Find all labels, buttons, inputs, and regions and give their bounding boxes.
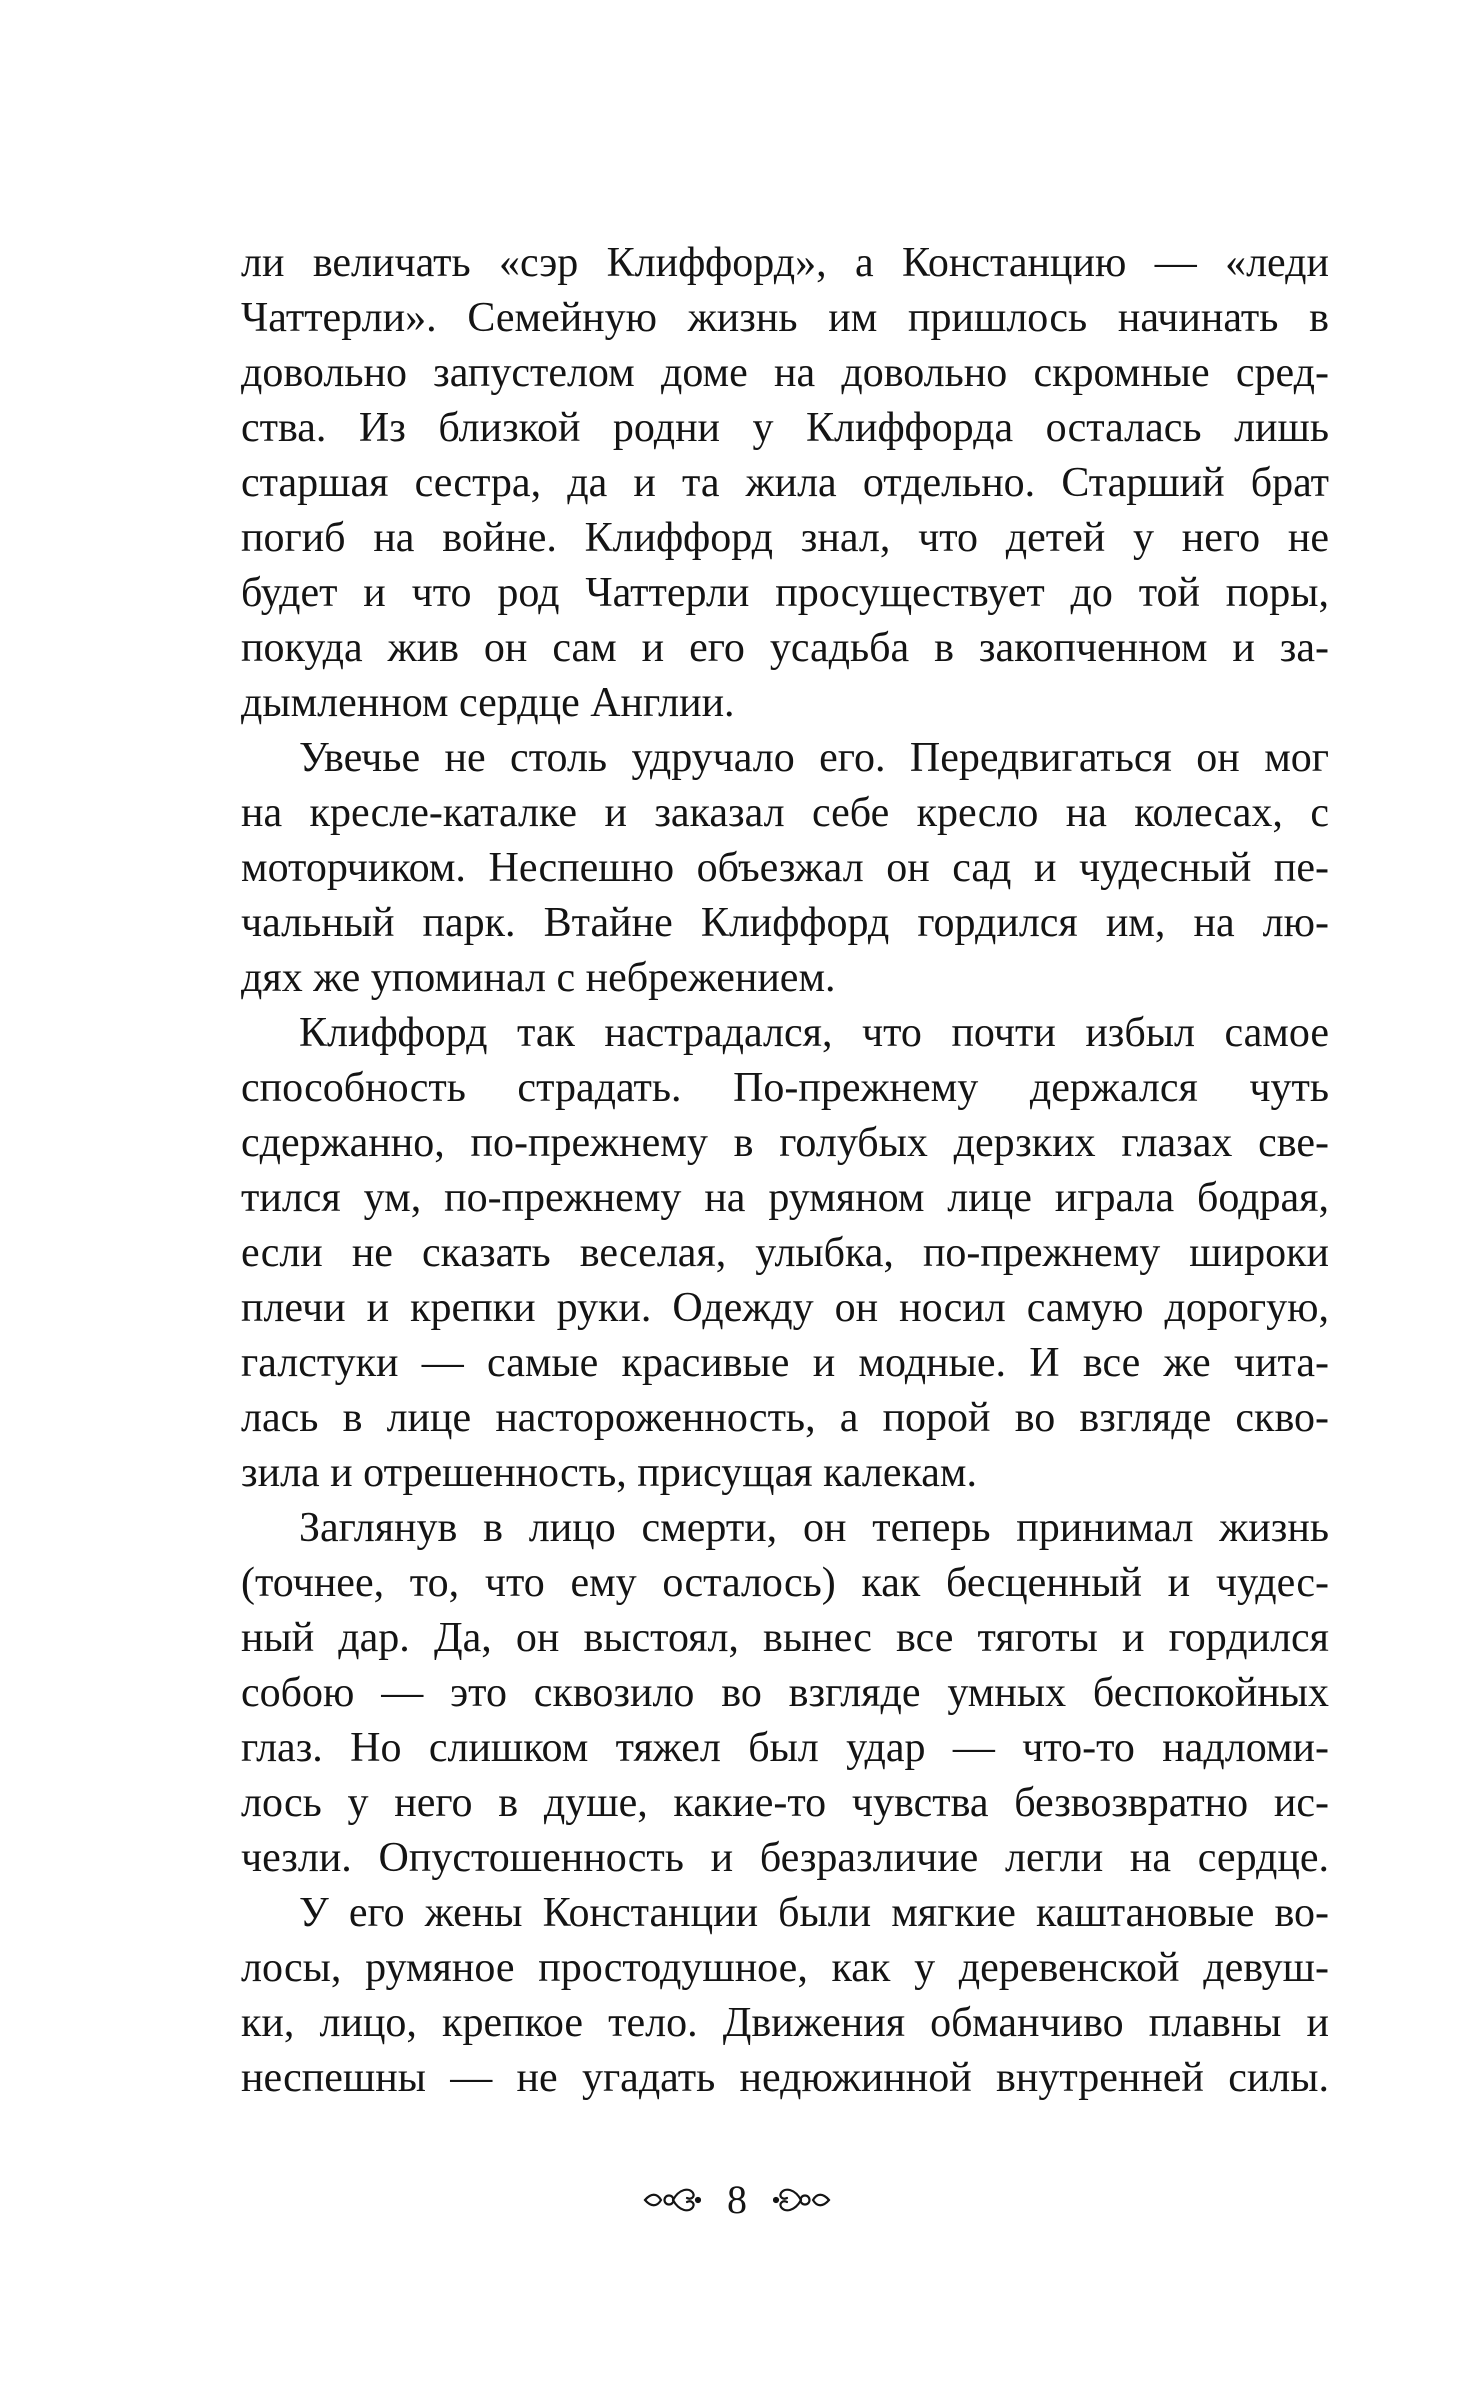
text-line: ли величать «сэр Клиффорд», а Констанцию — «леди bbox=[241, 240, 1329, 286]
text-line: лосы, румяное простодушное, как у деревенской девуш- bbox=[241, 1945, 1329, 1991]
text-line: зила и отрешенность, присущая калекам. bbox=[241, 1450, 977, 1496]
text-line: глаз. Но слишком тяжел был удар — что-то надломи- bbox=[241, 1725, 1329, 1771]
text-line: лась в лице настороженность, а порой во взгляде скво- bbox=[241, 1395, 1329, 1441]
text-line: если не сказать веселая, улыбка, по-прежнему широки bbox=[241, 1230, 1329, 1276]
text-line: (точнее, то, что ему осталось) как бесценный и чудес- bbox=[241, 1560, 1329, 1606]
text-line: будет и что род Чаттерли просуществует до той поры, bbox=[241, 570, 1329, 616]
text-line: Увечье не столь удручало его. Передвигаться он мог bbox=[299, 735, 1329, 781]
text-line: дях же упоминал с небрежением. bbox=[241, 955, 836, 1001]
text-line: лось у него в душе, какие-то чувства безвозвратно ис- bbox=[241, 1780, 1329, 1826]
text-line: на кресле-каталке и заказал себе кресло на колесах, с bbox=[241, 790, 1329, 836]
paragraph bbox=[241, 731, 1329, 1006]
paragraph bbox=[241, 1006, 1329, 1501]
text-line: галстуки — самые красивые и модные. И все же чита- bbox=[241, 1340, 1329, 1386]
paragraph bbox=[241, 1886, 1329, 2106]
text-line: довольно запустелом доме на довольно скромные сред- bbox=[241, 350, 1329, 396]
text-line: чальный парк. Втайне Клиффорд гордился им, на лю- bbox=[241, 900, 1329, 946]
floral-ornament-icon bbox=[773, 2183, 831, 2217]
text-line: Заглянув в лицо смерти, он теперь принимал жизнь bbox=[299, 1505, 1329, 1551]
text-line: ства. Из близкой родни у Клиффорда осталась лишь bbox=[241, 405, 1329, 451]
text-line: дымленном сердце Англии. bbox=[241, 680, 735, 726]
text-line: плечи и крепки руки. Одежду он носил самую дорогую, bbox=[241, 1285, 1329, 1331]
text-line: неспешны — не угадать недюжинной внутренней силы. bbox=[241, 2055, 1329, 2101]
text-line: старшая сестра, да и та жила отдельно. Старший брат bbox=[241, 460, 1329, 506]
text-line: У его жены Констанции были мягкие каштановые во- bbox=[299, 1890, 1329, 1936]
text-line: способность страдать. По-прежнему держался чуть bbox=[241, 1065, 1329, 1111]
text-line: покуда жив он сам и его усадьба в закопченном и за- bbox=[241, 625, 1329, 671]
page-footer bbox=[0, 2170, 1474, 2230]
text-line: собою — это сквозило во взгляде умных беспокойных bbox=[241, 1670, 1329, 1716]
text-line: Клиффорд так настрадался, что почти избыл самое bbox=[299, 1010, 1329, 1056]
paragraph bbox=[241, 236, 1329, 731]
page-number: 8 bbox=[727, 2177, 747, 2222]
floral-ornament-icon bbox=[643, 2183, 701, 2217]
text-line: ки, лицо, крепкое тело. Движения обманчиво плавны и bbox=[241, 2000, 1329, 2046]
text-line: погиб на войне. Клиффорд знал, что детей у него не bbox=[241, 515, 1329, 561]
text-line: тился ум, по-прежнему на румяном лице играла бодрая, bbox=[241, 1175, 1329, 1221]
body-text bbox=[241, 236, 1329, 2106]
text-line: Чаттерли». Семейную жизнь им пришлось начинать в bbox=[241, 295, 1329, 341]
text-line: сдержанно, по-прежнему в голубых дерзких глазах све- bbox=[241, 1120, 1329, 1166]
text-line: чезли. Опустошенность и безразличие легли на сердце. bbox=[241, 1835, 1329, 1881]
text-line: ный дар. Да, он выстоял, вынес все тяготы и гордился bbox=[241, 1615, 1329, 1661]
text-line: моторчиком. Неспешно объезжал он сад и чудесный пе- bbox=[241, 845, 1329, 891]
paragraph bbox=[241, 1501, 1329, 1886]
